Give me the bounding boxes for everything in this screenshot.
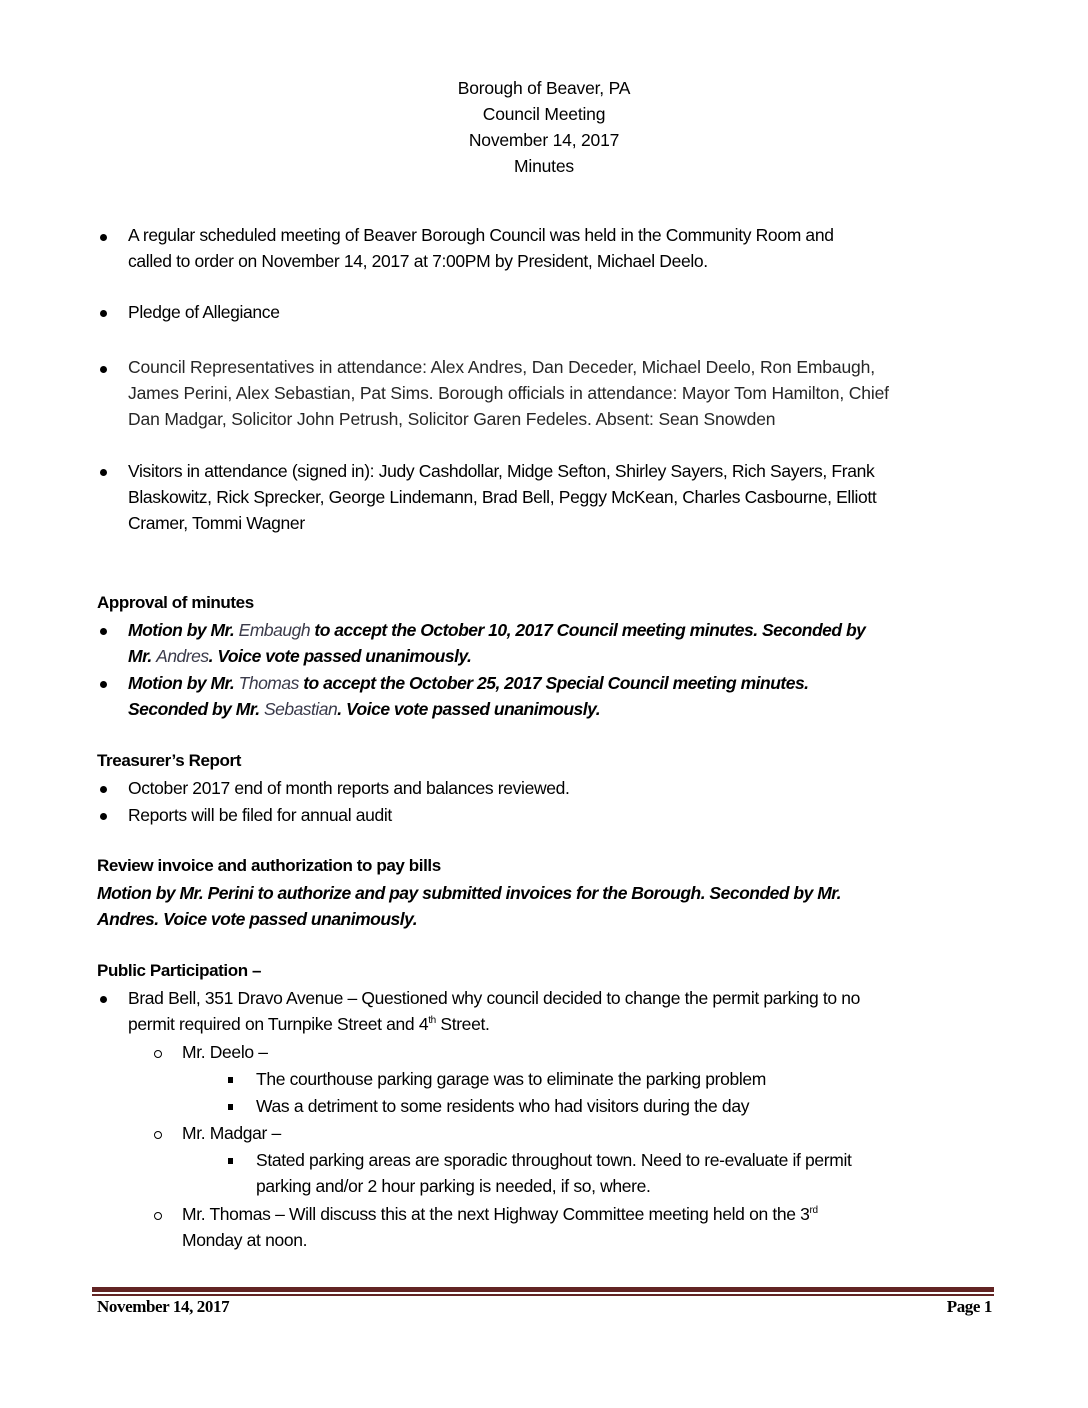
motion-approval-1: Motion by Mr. Embaugh to accept the October 10, 2017 Council meeting minutes. Seconded by Mr. Andres. Voice vote passed unanimously. xyxy=(128,620,866,666)
public-response-deelo: Mr. Deelo – xyxy=(182,1042,268,1062)
bullet-icon xyxy=(100,234,107,241)
square-bullet-icon xyxy=(228,1158,233,1164)
motion-approval-2: Motion by Mr. Thomas to accept the October 25, 2017 Special Council meeting minutes. Seconded by Mr. Sebastian. Voice vote passed unanimously. xyxy=(128,673,809,719)
circle-bullet-icon xyxy=(154,1212,162,1220)
bullet-icon xyxy=(100,366,107,373)
motion-invoices: Motion by Mr. Perini to authorize and pay submitted invoices for the Borough. Seconded by Mr. Andres. Voice vote passed unanimously. xyxy=(97,883,841,929)
heading-approval: Approval of minutes xyxy=(97,593,254,612)
public-item-brad-bell: Brad Bell, 351 Dravo Avenue – Questioned why council decided to change the permit parking to no permit required on Turnpike Street and 4th Street. xyxy=(128,988,861,1034)
public-response-madgar: Mr. Madgar – xyxy=(182,1123,281,1143)
footer-rule-thin xyxy=(92,1294,994,1296)
treasurer-item: Reports will be filed for annual audit xyxy=(128,805,392,825)
madgar-point: Stated parking areas are sporadic throughout town. Need to re-evaluate if permit parking and/or 2 hour parking is needed, if so, where. xyxy=(256,1150,852,1196)
heading-invoices: Review invoice and authorization to pay bills xyxy=(97,856,441,875)
footer-rule xyxy=(92,1287,994,1292)
footer-date: November 14, 2017 xyxy=(97,1297,230,1316)
intro-attendance: Council Representatives in attendance: Alex Andres, Dan Deceder, Michael Deelo, Ron Embaugh, James Perini, Alex Sebastian, Pat Sims. Borough officials in attendance: Mayor Tom Hamilton, Chief Dan Madgar, Solicitor John Petrush, Solicitor Garen Fedeles. Absent: Sean Snowden xyxy=(128,357,889,429)
bullet-icon xyxy=(100,996,107,1003)
intro-pledge: Pledge of Allegiance xyxy=(128,302,280,322)
title-date: November 14, 2017 xyxy=(468,130,620,150)
document-title-block xyxy=(0,75,1088,179)
bullet-icon xyxy=(100,786,107,793)
footer-page-number: Page 1 xyxy=(946,1297,992,1316)
heading-treasurer: Treasurer’s Report xyxy=(97,751,241,770)
title-minutes: Minutes xyxy=(514,156,574,176)
bullet-icon xyxy=(100,310,107,317)
circle-bullet-icon xyxy=(154,1050,162,1058)
intro-visitors: Visitors in attendance (signed in): Judy Cashdollar, Midge Sefton, Shirley Sayers, Rich Sayers, Frank Blaskowitz, Rick Sprecker, George Lindemann, Brad Bell, Peggy McKean, Charles Casbourne, Elliott Cramer, Tommi Wagner xyxy=(128,461,877,533)
bullet-icon xyxy=(100,469,107,476)
public-response-thomas: Mr. Thomas – Will discuss this at the next Highway Committee meeting held on the 3rd Monday at noon. xyxy=(182,1204,818,1250)
square-bullet-icon xyxy=(228,1104,233,1110)
bullet-icon xyxy=(100,628,107,635)
intro-call-to-order: A regular scheduled meeting of Beaver Borough Council was held in the Community Room and called to order on November 14, 2017 at 7:00PM by President, Michael Deelo. xyxy=(128,225,834,271)
circle-bullet-icon xyxy=(154,1131,162,1139)
bullet-icon xyxy=(100,681,107,688)
bullet-icon xyxy=(100,813,107,820)
heading-public-participation: Public Participation – xyxy=(97,961,262,980)
title-meeting: Council Meeting xyxy=(482,104,606,124)
deelo-point: The courthouse parking garage was to eliminate the parking problem xyxy=(256,1069,766,1089)
treasurer-item: October 2017 end of month reports and balances reviewed. xyxy=(128,778,570,798)
square-bullet-icon xyxy=(228,1077,233,1083)
deelo-point: Was a detriment to some residents who had visitors during the day xyxy=(256,1096,750,1116)
title-borough: Borough of Beaver, PA xyxy=(457,78,631,98)
